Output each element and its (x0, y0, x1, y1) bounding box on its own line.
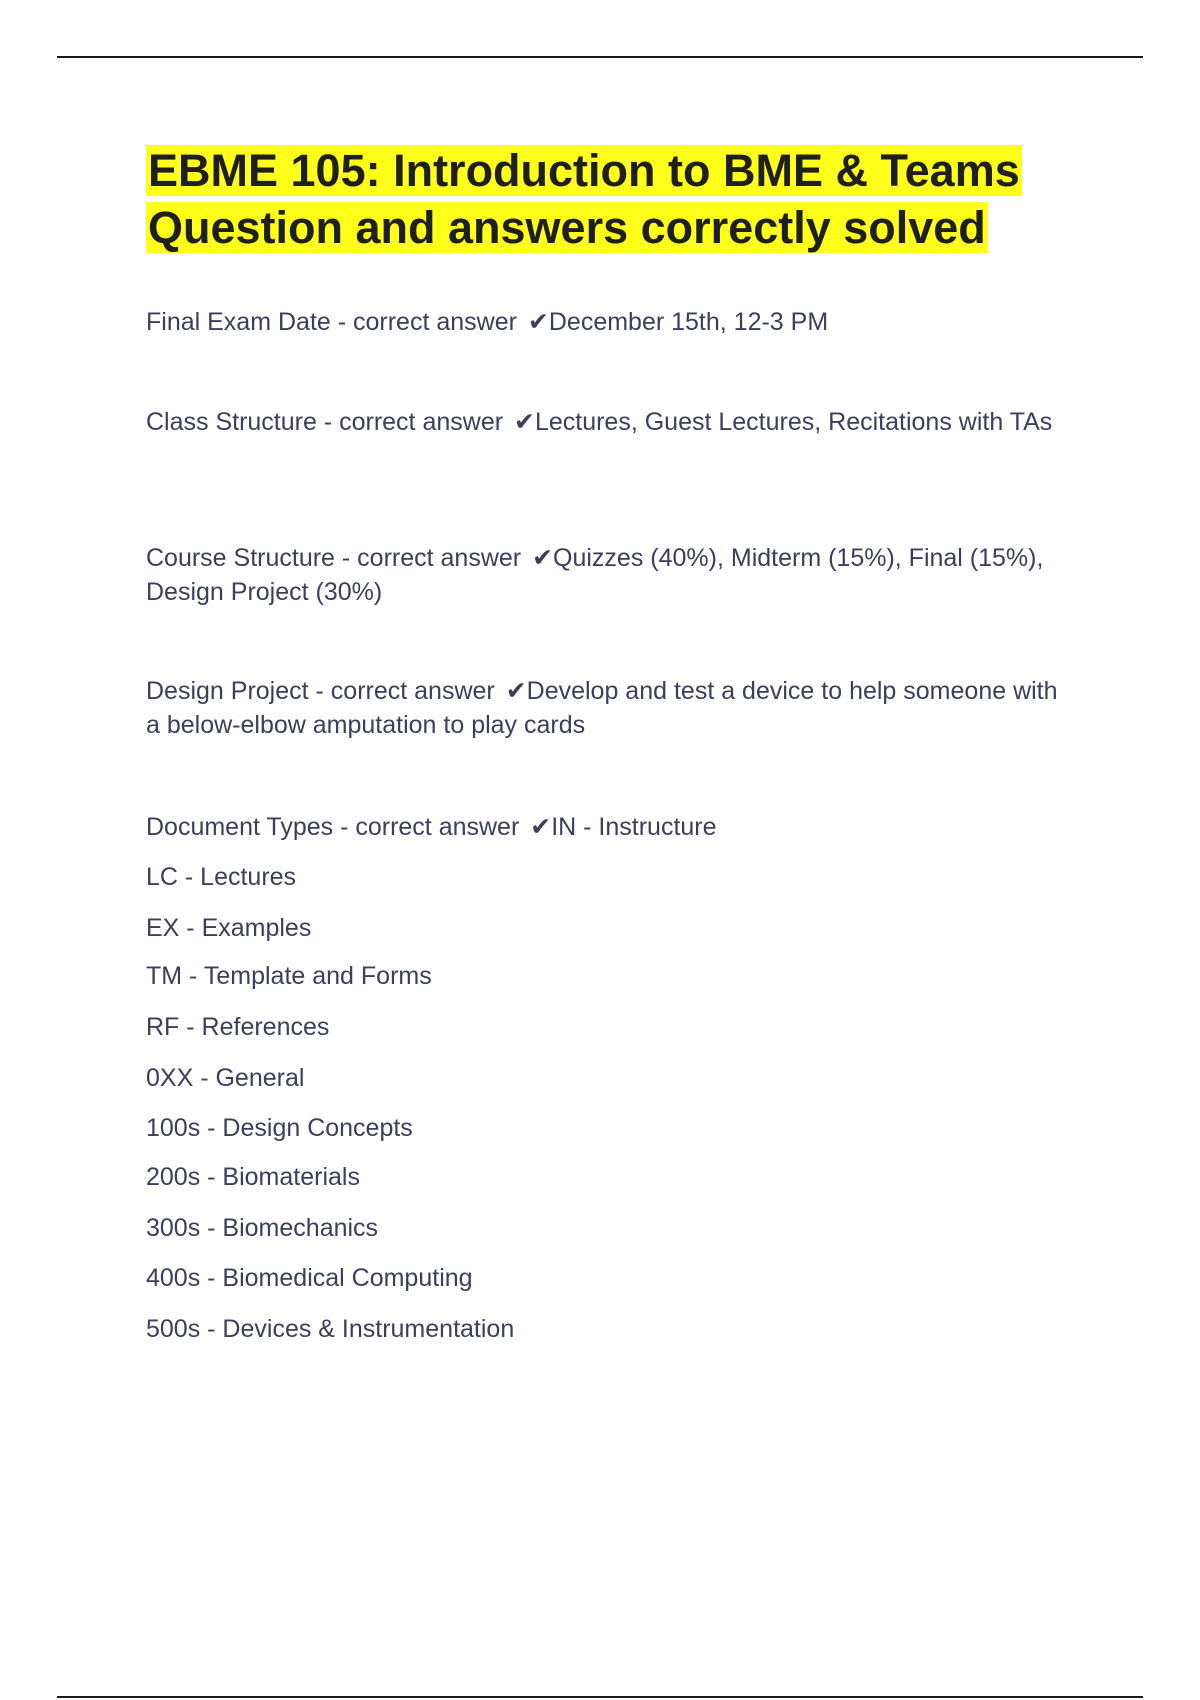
check-mark-icon: ✔ (532, 544, 554, 572)
document-type-item: TM - Template and Forms (146, 962, 432, 990)
qa-answer: December 15th, 12-3 PM (548, 308, 829, 336)
document-type-item: LC - Lectures (146, 863, 297, 891)
bottom-rule (57, 1696, 1143, 1698)
qa-answer: IN - Instructure (551, 813, 717, 841)
document-type-item: 200s - Biomaterials (146, 1163, 360, 1191)
title-highlight: EBME 105: Introduction to BME & Teams Question and answers correctly solved (148, 145, 1020, 253)
qa-question: Final Exam Date - correct answer (146, 308, 517, 336)
top-rule (57, 56, 1143, 58)
document-title (146, 142, 1146, 256)
check-mark-icon: ✔ (505, 677, 527, 705)
qa-answer: Quizzes (40%), Midterm (15%), Final (15%), Design Project (30%) (146, 544, 1044, 606)
qa-item-course-structure (146, 541, 1066, 609)
qa-item-design-project (146, 674, 1066, 742)
check-mark-icon: ✔ (514, 408, 535, 436)
document-type-item: 500s - Devices & Instrumentation (146, 1315, 515, 1343)
document-type-item: 300s - Biomechanics (146, 1214, 379, 1242)
qa-question: Class Structure - correct answer (146, 408, 504, 436)
qa-question: Document Types - correct answer (146, 813, 520, 841)
qa-answer: Develop and test a device to help someone with a below-elbow amputation to play cards (146, 677, 1058, 739)
qa-item-document-types (146, 810, 1066, 844)
qa-answer: Lectures, Guest Lectures, Recitations with TAs (534, 408, 1053, 436)
check-mark-icon: ✔ (527, 308, 549, 336)
document-type-item: 400s - Biomedical Computing (146, 1264, 473, 1292)
document-type-item: 0XX - General (146, 1064, 305, 1092)
document-type-item: 100s - Design Concepts (146, 1114, 413, 1142)
qa-item-final-exam-date (146, 305, 1066, 339)
document-type-item: RF - References (146, 1013, 330, 1041)
qa-question: Course Structure - correct answer (146, 544, 522, 572)
qa-item-class-structure (146, 405, 1066, 439)
qa-question: Design Project - correct answer (146, 677, 495, 705)
check-mark-icon: ✔ (530, 813, 552, 841)
document-type-item: EX - Examples (146, 914, 312, 942)
